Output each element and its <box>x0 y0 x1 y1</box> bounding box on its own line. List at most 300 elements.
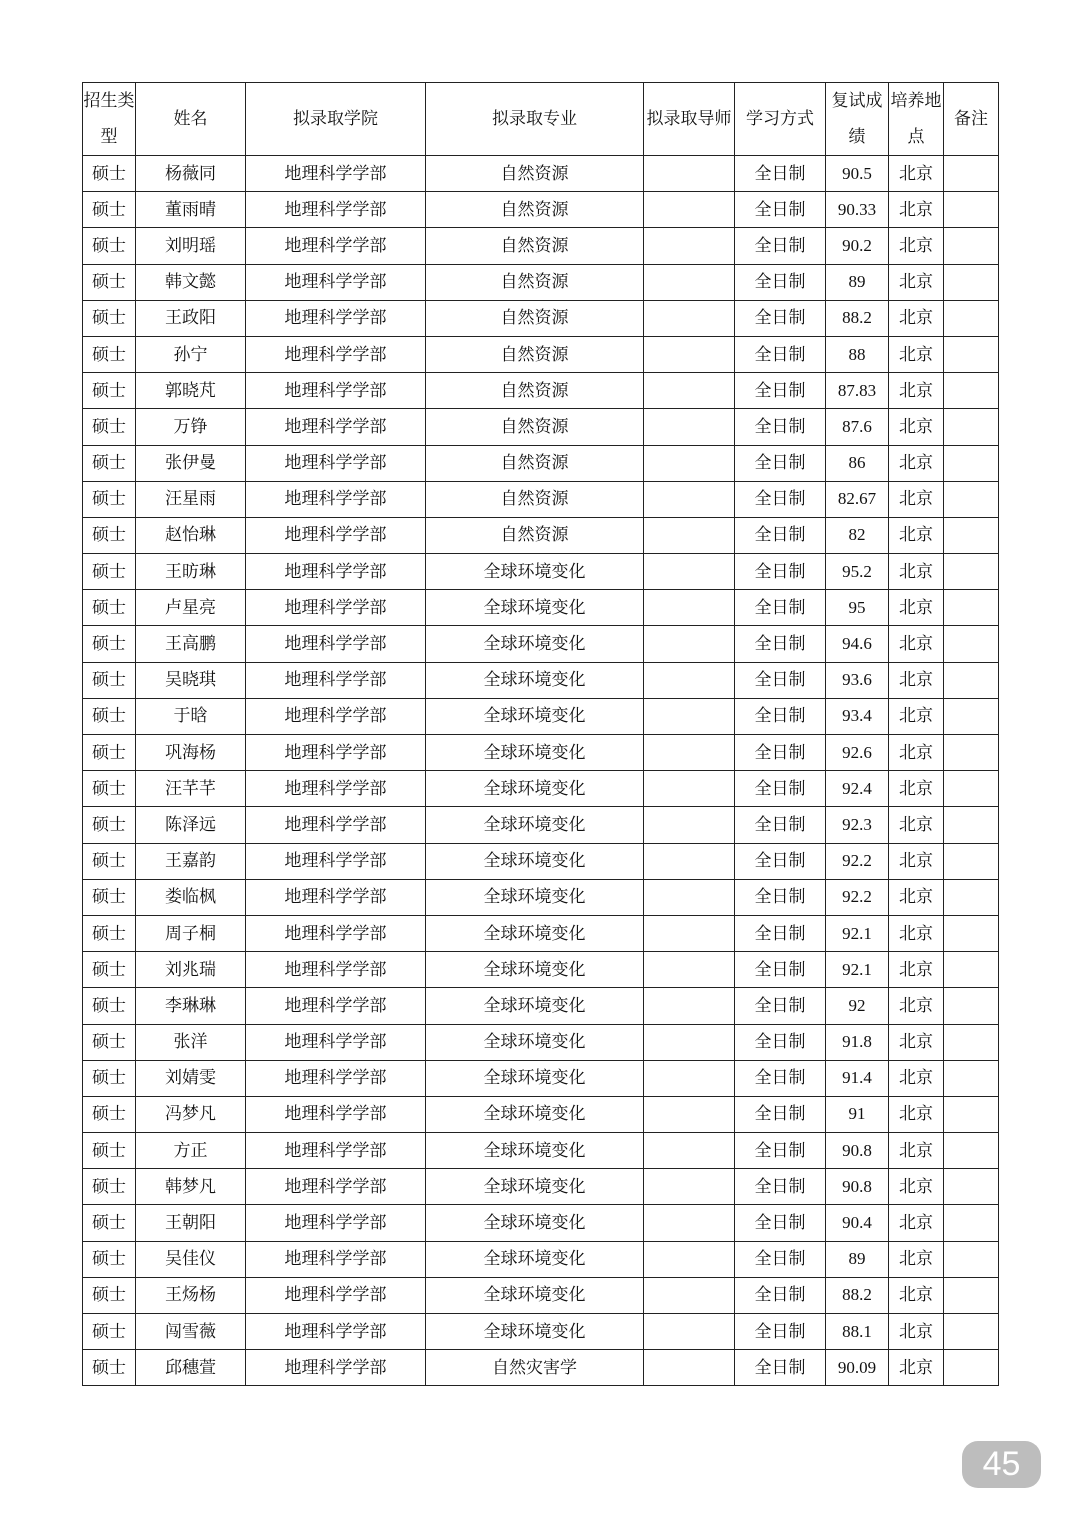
table-row <box>83 988 999 1024</box>
header-type: 招生类型 <box>83 83 136 156</box>
cell-advisor <box>644 698 735 734</box>
cell-location: 北京 <box>889 517 944 553</box>
cell-major: 全球环境变化 <box>426 590 644 626</box>
cell-college: 地理科学学部 <box>246 843 426 879</box>
cell-location: 北京 <box>889 409 944 445</box>
cell-advisor <box>644 662 735 698</box>
cell-study-mode: 全日制 <box>735 1096 826 1132</box>
cell-advisor <box>644 879 735 915</box>
cell-location: 北京 <box>889 735 944 771</box>
cell-score: 92.2 <box>826 879 889 915</box>
cell-major: 自然资源 <box>426 517 644 553</box>
cell-advisor <box>644 554 735 590</box>
cell-college: 地理科学学部 <box>246 1169 426 1205</box>
cell-college: 地理科学学部 <box>246 915 426 951</box>
cell-score: 92.1 <box>826 952 889 988</box>
cell-name: 董雨晴 <box>136 192 246 228</box>
cell-type: 硕士 <box>83 1169 136 1205</box>
cell-location: 北京 <box>889 1060 944 1096</box>
cell-major: 全球环境变化 <box>426 771 644 807</box>
cell-type: 硕士 <box>83 554 136 590</box>
cell-major: 全球环境变化 <box>426 698 644 734</box>
cell-college: 地理科学学部 <box>246 698 426 734</box>
cell-remarks <box>944 915 999 951</box>
cell-study-mode: 全日制 <box>735 1060 826 1096</box>
cell-study-mode: 全日制 <box>735 1024 826 1060</box>
cell-location: 北京 <box>889 554 944 590</box>
cell-advisor <box>644 590 735 626</box>
cell-type: 硕士 <box>83 988 136 1024</box>
table-row <box>83 1205 999 1241</box>
cell-type: 硕士 <box>83 662 136 698</box>
cell-advisor <box>644 1060 735 1096</box>
cell-remarks <box>944 409 999 445</box>
table-row <box>83 662 999 698</box>
cell-study-mode: 全日制 <box>735 554 826 590</box>
cell-college: 地理科学学部 <box>246 1241 426 1277</box>
cell-study-mode: 全日制 <box>735 879 826 915</box>
cell-study-mode: 全日制 <box>735 807 826 843</box>
table-row <box>83 807 999 843</box>
header-location: 培养地点 <box>889 83 944 156</box>
cell-name: 周子桐 <box>136 915 246 951</box>
cell-type: 硕士 <box>83 300 136 336</box>
cell-advisor <box>644 807 735 843</box>
table-row <box>83 626 999 662</box>
table-row <box>83 952 999 988</box>
cell-location: 北京 <box>889 988 944 1024</box>
cell-location: 北京 <box>889 915 944 951</box>
cell-location: 北京 <box>889 952 944 988</box>
cell-type: 硕士 <box>83 1241 136 1277</box>
cell-score: 89 <box>826 1241 889 1277</box>
cell-study-mode: 全日制 <box>735 445 826 481</box>
cell-name: 郭晓芃 <box>136 373 246 409</box>
cell-name: 王昉琳 <box>136 554 246 590</box>
cell-study-mode: 全日制 <box>735 1350 826 1386</box>
cell-remarks <box>944 988 999 1024</box>
cell-score: 88.1 <box>826 1314 889 1350</box>
cell-advisor <box>644 445 735 481</box>
cell-study-mode: 全日制 <box>735 1133 826 1169</box>
cell-score: 82 <box>826 517 889 553</box>
cell-name: 孙宁 <box>136 336 246 372</box>
cell-remarks <box>944 1169 999 1205</box>
cell-major: 全球环境变化 <box>426 807 644 843</box>
cell-type: 硕士 <box>83 879 136 915</box>
cell-college: 地理科学学部 <box>246 192 426 228</box>
cell-name: 汪芊芊 <box>136 771 246 807</box>
cell-study-mode: 全日制 <box>735 771 826 807</box>
cell-type: 硕士 <box>83 590 136 626</box>
cell-remarks <box>944 554 999 590</box>
cell-study-mode: 全日制 <box>735 481 826 517</box>
cell-score: 86 <box>826 445 889 481</box>
table-row <box>83 843 999 879</box>
header-study-mode: 学习方式 <box>735 83 826 156</box>
cell-advisor <box>644 1169 735 1205</box>
table-row <box>83 915 999 951</box>
cell-remarks <box>944 698 999 734</box>
header-major: 拟录取专业 <box>426 83 644 156</box>
cell-score: 88.2 <box>826 300 889 336</box>
table-row <box>83 192 999 228</box>
cell-remarks <box>944 1241 999 1277</box>
cell-study-mode: 全日制 <box>735 373 826 409</box>
cell-type: 硕士 <box>83 698 136 734</box>
cell-type: 硕士 <box>83 1277 136 1313</box>
cell-remarks <box>944 1205 999 1241</box>
cell-advisor <box>644 843 735 879</box>
table-row <box>83 517 999 553</box>
cell-college: 地理科学学部 <box>246 771 426 807</box>
cell-college: 地理科学学部 <box>246 554 426 590</box>
cell-college: 地理科学学部 <box>246 879 426 915</box>
cell-name: 王政阳 <box>136 300 246 336</box>
cell-type: 硕士 <box>83 735 136 771</box>
cell-study-mode: 全日制 <box>735 228 826 264</box>
cell-score: 92 <box>826 988 889 1024</box>
cell-location: 北京 <box>889 156 944 192</box>
cell-major: 全球环境变化 <box>426 735 644 771</box>
cell-name: 万铮 <box>136 409 246 445</box>
cell-name: 刘明瑶 <box>136 228 246 264</box>
cell-college: 地理科学学部 <box>246 1205 426 1241</box>
cell-type: 硕士 <box>83 1024 136 1060</box>
cell-advisor <box>644 1241 735 1277</box>
header-name: 姓名 <box>136 83 246 156</box>
cell-major: 全球环境变化 <box>426 1024 644 1060</box>
cell-location: 北京 <box>889 1024 944 1060</box>
cell-remarks <box>944 1314 999 1350</box>
table-row <box>83 228 999 264</box>
cell-advisor <box>644 1133 735 1169</box>
cell-college: 地理科学学部 <box>246 336 426 372</box>
table-body <box>83 156 999 1386</box>
cell-advisor <box>644 481 735 517</box>
cell-advisor <box>644 1314 735 1350</box>
cell-name: 王高鹏 <box>136 626 246 662</box>
table-row <box>83 1314 999 1350</box>
table-row <box>83 156 999 192</box>
cell-score: 82.67 <box>826 481 889 517</box>
cell-remarks <box>944 445 999 481</box>
cell-study-mode: 全日制 <box>735 915 826 951</box>
cell-remarks <box>944 1350 999 1386</box>
cell-college: 地理科学学部 <box>246 952 426 988</box>
table-row <box>83 1350 999 1386</box>
cell-college: 地理科学学部 <box>246 735 426 771</box>
cell-advisor <box>644 192 735 228</box>
cell-name: 吴佳仪 <box>136 1241 246 1277</box>
cell-remarks <box>944 1096 999 1132</box>
cell-type: 硕士 <box>83 517 136 553</box>
page-number-badge: 45 <box>962 1441 1041 1488</box>
table-row <box>83 554 999 590</box>
table-row <box>83 698 999 734</box>
table-row <box>83 1096 999 1132</box>
cell-score: 90.8 <box>826 1133 889 1169</box>
table-row <box>83 1277 999 1313</box>
cell-major: 自然资源 <box>426 228 644 264</box>
cell-location: 北京 <box>889 264 944 300</box>
table-row <box>83 735 999 771</box>
cell-location: 北京 <box>889 373 944 409</box>
cell-remarks <box>944 1024 999 1060</box>
cell-college: 地理科学学部 <box>246 228 426 264</box>
cell-remarks <box>944 336 999 372</box>
cell-score: 90.09 <box>826 1350 889 1386</box>
cell-location: 北京 <box>889 843 944 879</box>
cell-remarks <box>944 264 999 300</box>
cell-score: 93.6 <box>826 662 889 698</box>
cell-location: 北京 <box>889 1277 944 1313</box>
cell-name: 王嘉韵 <box>136 843 246 879</box>
cell-remarks <box>944 735 999 771</box>
cell-name: 方正 <box>136 1133 246 1169</box>
cell-score: 87.83 <box>826 373 889 409</box>
cell-college: 地理科学学部 <box>246 807 426 843</box>
cell-major: 全球环境变化 <box>426 1314 644 1350</box>
cell-remarks <box>944 1277 999 1313</box>
cell-name: 王朝阳 <box>136 1205 246 1241</box>
cell-name: 韩梦凡 <box>136 1169 246 1205</box>
cell-score: 90.2 <box>826 228 889 264</box>
cell-location: 北京 <box>889 192 944 228</box>
cell-score: 90.5 <box>826 156 889 192</box>
header-advisor: 拟录取导师 <box>644 83 735 156</box>
cell-college: 地理科学学部 <box>246 1314 426 1350</box>
cell-location: 北京 <box>889 807 944 843</box>
cell-name: 汪星雨 <box>136 481 246 517</box>
cell-score: 88.2 <box>826 1277 889 1313</box>
cell-major: 自然资源 <box>426 481 644 517</box>
cell-remarks <box>944 1060 999 1096</box>
cell-major: 自然资源 <box>426 192 644 228</box>
cell-remarks <box>944 228 999 264</box>
cell-major: 自然资源 <box>426 409 644 445</box>
cell-remarks <box>944 952 999 988</box>
cell-type: 硕士 <box>83 409 136 445</box>
cell-advisor <box>644 336 735 372</box>
cell-study-mode: 全日制 <box>735 988 826 1024</box>
cell-advisor <box>644 264 735 300</box>
cell-name: 张伊曼 <box>136 445 246 481</box>
cell-college: 地理科学学部 <box>246 590 426 626</box>
cell-major: 自然资源 <box>426 336 644 372</box>
cell-type: 硕士 <box>83 626 136 662</box>
cell-type: 硕士 <box>83 228 136 264</box>
cell-remarks <box>944 590 999 626</box>
cell-score: 88 <box>826 336 889 372</box>
table-row <box>83 373 999 409</box>
cell-type: 硕士 <box>83 1350 136 1386</box>
cell-advisor <box>644 626 735 662</box>
cell-study-mode: 全日制 <box>735 1241 826 1277</box>
cell-score: 92.2 <box>826 843 889 879</box>
cell-advisor <box>644 1350 735 1386</box>
cell-name: 闯雪薇 <box>136 1314 246 1350</box>
cell-advisor <box>644 409 735 445</box>
cell-advisor <box>644 156 735 192</box>
cell-score: 93.4 <box>826 698 889 734</box>
cell-name: 杨薇同 <box>136 156 246 192</box>
cell-advisor <box>644 1096 735 1132</box>
cell-location: 北京 <box>889 228 944 264</box>
cell-study-mode: 全日制 <box>735 517 826 553</box>
cell-major: 全球环境变化 <box>426 626 644 662</box>
cell-location: 北京 <box>889 481 944 517</box>
cell-major: 全球环境变化 <box>426 1096 644 1132</box>
table-row <box>83 264 999 300</box>
cell-location: 北京 <box>889 771 944 807</box>
cell-score: 90.8 <box>826 1169 889 1205</box>
cell-name: 王炀杨 <box>136 1277 246 1313</box>
cell-major: 全球环境变化 <box>426 1277 644 1313</box>
cell-type: 硕士 <box>83 373 136 409</box>
cell-college: 地理科学学部 <box>246 988 426 1024</box>
cell-name: 刘婧雯 <box>136 1060 246 1096</box>
table-header-row <box>83 83 999 156</box>
cell-advisor <box>644 1024 735 1060</box>
cell-college: 地理科学学部 <box>246 481 426 517</box>
cell-college: 地理科学学部 <box>246 1277 426 1313</box>
table-row <box>83 409 999 445</box>
cell-college: 地理科学学部 <box>246 662 426 698</box>
cell-study-mode: 全日制 <box>735 662 826 698</box>
cell-study-mode: 全日制 <box>735 952 826 988</box>
cell-remarks <box>944 807 999 843</box>
table-row <box>83 1169 999 1205</box>
cell-college: 地理科学学部 <box>246 264 426 300</box>
cell-location: 北京 <box>889 1205 944 1241</box>
cell-major: 全球环境变化 <box>426 662 644 698</box>
cell-remarks <box>944 192 999 228</box>
cell-major: 全球环境变化 <box>426 1133 644 1169</box>
table-row <box>83 300 999 336</box>
table-row <box>83 336 999 372</box>
cell-location: 北京 <box>889 1096 944 1132</box>
cell-advisor <box>644 735 735 771</box>
cell-study-mode: 全日制 <box>735 1205 826 1241</box>
cell-major: 自然灾害学 <box>426 1350 644 1386</box>
cell-type: 硕士 <box>83 1314 136 1350</box>
cell-location: 北京 <box>889 662 944 698</box>
cell-major: 自然资源 <box>426 445 644 481</box>
cell-college: 地理科学学部 <box>246 626 426 662</box>
cell-type: 硕士 <box>83 192 136 228</box>
cell-type: 硕士 <box>83 952 136 988</box>
cell-name: 陈泽远 <box>136 807 246 843</box>
table-row <box>83 1241 999 1277</box>
cell-remarks <box>944 300 999 336</box>
cell-advisor <box>644 1205 735 1241</box>
cell-college: 地理科学学部 <box>246 517 426 553</box>
table-row <box>83 590 999 626</box>
cell-remarks <box>944 662 999 698</box>
cell-location: 北京 <box>889 698 944 734</box>
cell-advisor <box>644 228 735 264</box>
cell-location: 北京 <box>889 445 944 481</box>
cell-remarks <box>944 481 999 517</box>
cell-score: 89 <box>826 264 889 300</box>
cell-location: 北京 <box>889 336 944 372</box>
cell-advisor <box>644 952 735 988</box>
cell-type: 硕士 <box>83 336 136 372</box>
table-row <box>83 445 999 481</box>
cell-type: 硕士 <box>83 1205 136 1241</box>
cell-remarks <box>944 771 999 807</box>
header-remarks: 备注 <box>944 83 999 156</box>
cell-score: 92.1 <box>826 915 889 951</box>
cell-score: 91 <box>826 1096 889 1132</box>
table-row <box>83 1060 999 1096</box>
cell-advisor <box>644 373 735 409</box>
cell-remarks <box>944 843 999 879</box>
cell-type: 硕士 <box>83 264 136 300</box>
cell-location: 北京 <box>889 626 944 662</box>
cell-college: 地理科学学部 <box>246 1350 426 1386</box>
cell-major: 自然资源 <box>426 264 644 300</box>
cell-name: 于晗 <box>136 698 246 734</box>
cell-major: 全球环境变化 <box>426 988 644 1024</box>
cell-name: 邱穗萱 <box>136 1350 246 1386</box>
cell-remarks <box>944 879 999 915</box>
cell-study-mode: 全日制 <box>735 336 826 372</box>
cell-study-mode: 全日制 <box>735 264 826 300</box>
cell-location: 北京 <box>889 300 944 336</box>
cell-name: 刘兆瑞 <box>136 952 246 988</box>
cell-college: 地理科学学部 <box>246 1133 426 1169</box>
cell-type: 硕士 <box>83 481 136 517</box>
cell-name: 娄临枫 <box>136 879 246 915</box>
cell-name: 李琳琳 <box>136 988 246 1024</box>
cell-score: 95.2 <box>826 554 889 590</box>
cell-advisor <box>644 300 735 336</box>
admission-table <box>82 82 999 1386</box>
cell-study-mode: 全日制 <box>735 409 826 445</box>
cell-location: 北京 <box>889 879 944 915</box>
cell-type: 硕士 <box>83 1060 136 1096</box>
cell-type: 硕士 <box>83 445 136 481</box>
cell-major: 自然资源 <box>426 300 644 336</box>
cell-score: 90.33 <box>826 192 889 228</box>
cell-location: 北京 <box>889 1241 944 1277</box>
cell-name: 冯梦凡 <box>136 1096 246 1132</box>
cell-score: 92.6 <box>826 735 889 771</box>
cell-remarks <box>944 1133 999 1169</box>
table-row <box>83 771 999 807</box>
table-row <box>83 481 999 517</box>
cell-name: 吴晓琪 <box>136 662 246 698</box>
cell-remarks <box>944 373 999 409</box>
cell-name: 张洋 <box>136 1024 246 1060</box>
cell-remarks <box>944 626 999 662</box>
header-score: 复试成绩 <box>826 83 889 156</box>
cell-advisor <box>644 988 735 1024</box>
cell-score: 94.6 <box>826 626 889 662</box>
cell-score: 90.4 <box>826 1205 889 1241</box>
cell-major: 全球环境变化 <box>426 1241 644 1277</box>
cell-name: 卢星亮 <box>136 590 246 626</box>
cell-type: 硕士 <box>83 915 136 951</box>
cell-study-mode: 全日制 <box>735 735 826 771</box>
cell-score: 92.4 <box>826 771 889 807</box>
cell-location: 北京 <box>889 590 944 626</box>
cell-study-mode: 全日制 <box>735 156 826 192</box>
cell-major: 全球环境变化 <box>426 1205 644 1241</box>
cell-location: 北京 <box>889 1169 944 1205</box>
